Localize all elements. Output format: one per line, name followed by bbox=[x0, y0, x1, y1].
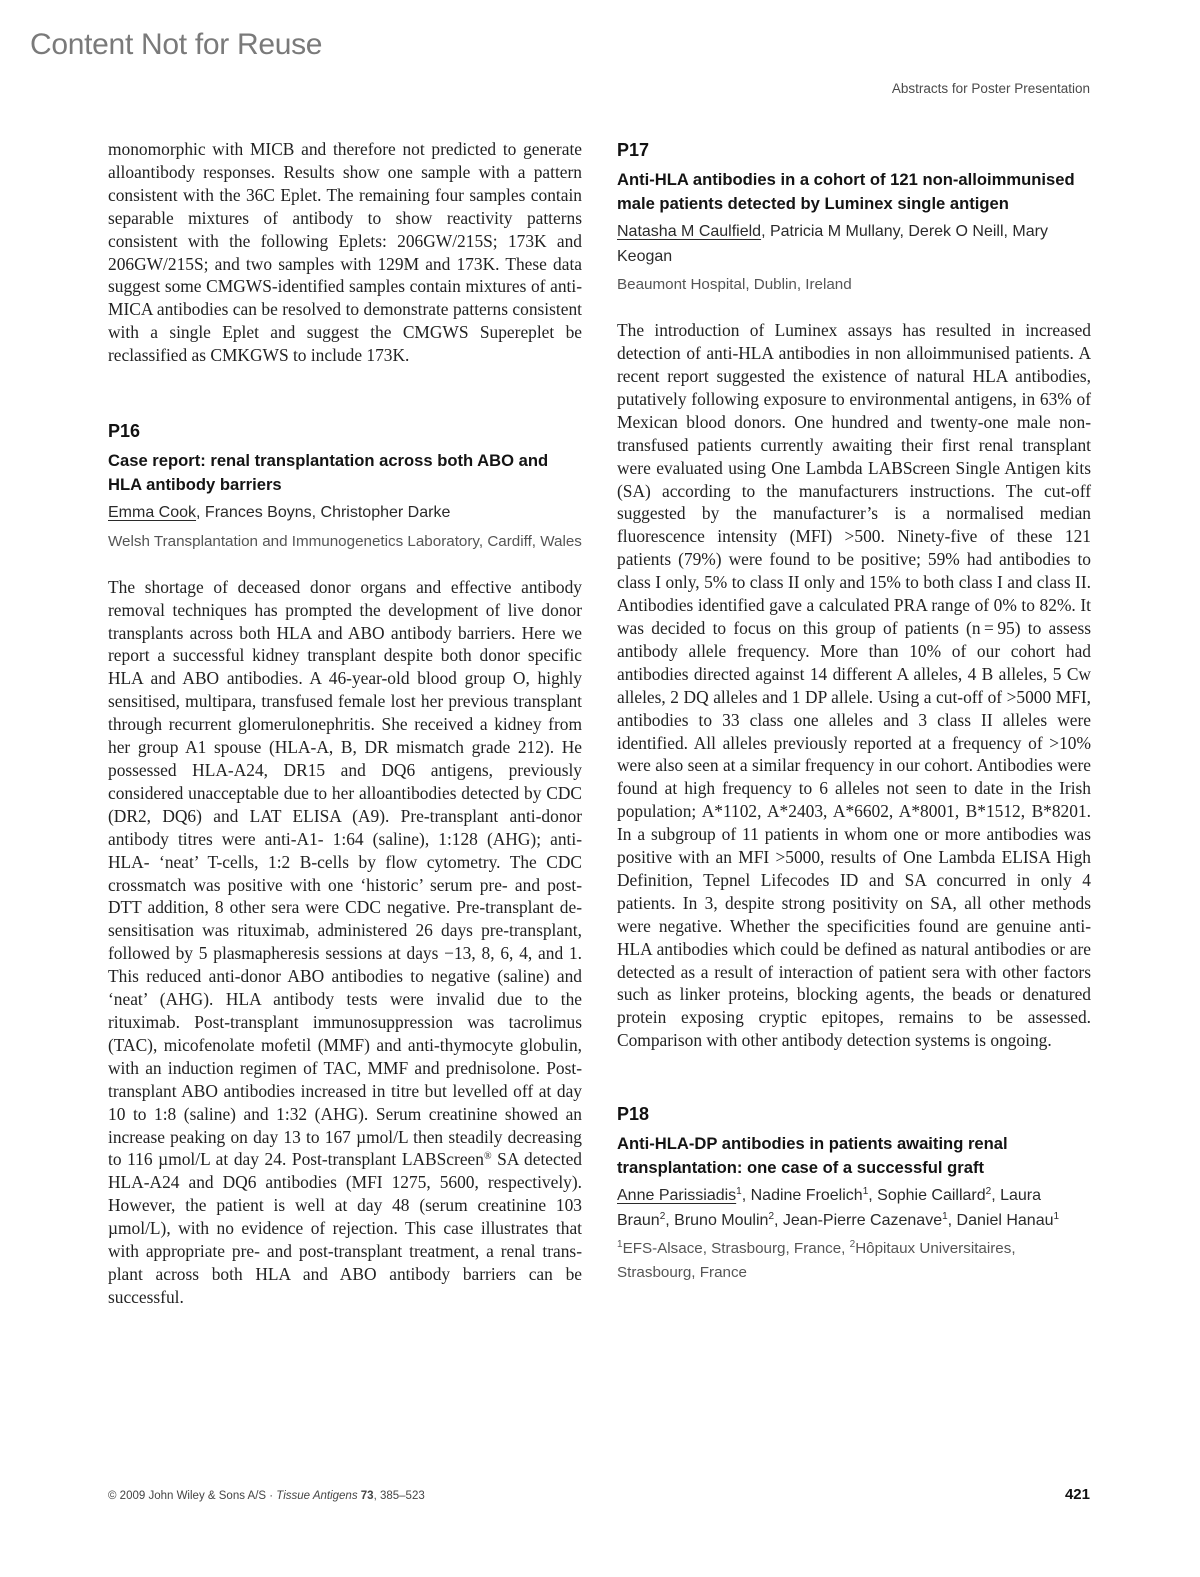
author: Jean-Pierre Cazenave bbox=[782, 1211, 943, 1229]
affil-sup: 2 bbox=[849, 1239, 856, 1251]
left-column bbox=[108, 138, 582, 1309]
author: Sophie Caillard bbox=[877, 1187, 986, 1205]
co-authors: , Frances Boyns, Christopher Darke bbox=[196, 504, 451, 522]
author-list: Anne Parissiadis$^1$, Nadine Froelich$^1$, Sophie Caillard$^2$, Laura Braun$^2$, Bruno Moulin$^2$, Jean-Pierre Cazenave$^1$, Daniel Hanau$^1$ bbox=[617, 1186, 1060, 1229]
affiliation: Beaumont Hospital, Dublin, Ireland bbox=[617, 276, 852, 294]
right-column bbox=[617, 138, 1091, 1307]
affil-text: Hôpitaux Universitaires, Strasbourg, France bbox=[617, 1240, 1016, 1282]
author-sup: 2 bbox=[985, 1186, 992, 1198]
author-sup: 2 bbox=[659, 1210, 666, 1222]
abstract-title: Anti-HLA antibodies in a cohort of 121 non-alloimmunised male patients detected by Luminex single antigen bbox=[617, 170, 1075, 213]
running-head: Abstracts for Poster Presentation bbox=[891, 81, 1090, 96]
abstract-title: Anti-HLA-DP antibodies in patients awaiting renal transplantation: one case of a successful graft bbox=[617, 1134, 1008, 1177]
author: Nadine Froelich bbox=[750, 1187, 863, 1205]
watermark: Content Not for Reuse bbox=[30, 28, 323, 61]
abstract-p18 bbox=[617, 1102, 1091, 1285]
author-sup: 1 bbox=[942, 1210, 948, 1222]
copyright: © 2009 John Wiley & Sons A/S · bbox=[108, 1490, 277, 1502]
author: Laura Braun bbox=[617, 1187, 1042, 1229]
author-sup: 1 bbox=[736, 1186, 742, 1198]
abstract-id: P17 bbox=[617, 140, 650, 160]
abstract-id: P18 bbox=[617, 1104, 650, 1125]
continuation-text: monomorphic with MICB and therefore not predicted to generate alloantibody responses. Results show one sample with a pattern consistent with the 36C Eplet. The remaining four samples contain separable mixtures of antibody to show reactivity patterns consistent with the following Eplets: 206GW/215S; 173K and 206GW/215S; and two samples with 129M and 173K. These data suggest some CMGWS-identified samples contain mixtures of anti-MICA antibodies can be resolved to demonstrate patterns consistent with a single Eplet and suggest the CMGWS Supereplet be reclassified as CMKGWS to include 173K. bbox=[108, 139, 582, 366]
presenting-author: Anne Parissiadis bbox=[617, 1187, 737, 1205]
abstract-body bbox=[108, 576, 582, 1309]
journal-name: Tissue Antigens bbox=[276, 1490, 358, 1502]
abstract-title: Case report: renal transplantation across both ABO and HLA antibody barriers bbox=[108, 451, 549, 494]
presenting-author: Emma Cook bbox=[108, 504, 197, 522]
author-sup: 1 bbox=[862, 1186, 869, 1198]
author-sup: 2 bbox=[768, 1210, 774, 1222]
body-part-1: The shortage of deceased donor organs and effective antibody removal techniques has prompted the development of live donor transplants across both HLA and ABO antibody barriers. Here we report a successful kidney transplant despite both donor specific HLA and ABO antibodies. A 46-year-old blood group O, highly sensitised, multipara, transfused female lost her previous transplant through recurrent glomerulonephritis. She received a kidney from her group A1 spouse (HLA-A, B, DR mismatch grade 212). He possessed HLA-A24, DR15 and DQ6 antigens, previously considered unacceptable due to her alloantibodies detected by CDC (DR2, DQ6) and LAT ELISA (A9). Pre-transplant anti-donor antibody titres were anti-A1- 1:64 (saline), 1:128 (AHG); anti-HLA- ‘neat’ T-cells, 1:2 B-cells by flow cytometry. The CDC crossmatch was positive with one ‘historic’ serum pre- and post-DTT addition, 8 other sera were CDC negative. Pre-transplant de-sensitisation was rituximab, administered 26 days pre-transplant, followed by 5 plasmapheresis sessions at days −13, 8, 6, 4, and 1. This reduced anti-donor ABO antibodies to negative (saline) and ‘neat’ (AHG). HLA antibody tests were invalid due to the rituximab. Post-transplant immunosuppression was tacrolimus (TAC), micofenolate mofetil (MMF) and anti-thymocyte globulin, with an induction regimen of TAC, MMF and prednisolone. Post-transplant ABO antibodies increased in titre but levelled off at day 10 to 1:8 (saline) and 1:32 (AHG). Serum creatinine showed an increase peaking on day 13 to 167 µmol/L then steadily decreasing to 116 µmol/L at day 24. Post-transplant LABScreen bbox=[108, 576, 582, 1170]
presenting-author: Natasha M Caulfield bbox=[617, 223, 762, 241]
affiliation: Welsh Transplantation and Immunogenetics Laboratory, Cardiff, Wales bbox=[108, 532, 582, 550]
author-list bbox=[108, 501, 582, 526]
registered-mark: ® bbox=[483, 1151, 492, 1163]
abstract-p17 bbox=[617, 138, 1091, 1052]
page-number: 421 bbox=[1064, 1486, 1090, 1503]
affil-sup: 1 bbox=[617, 1239, 623, 1251]
author: Daniel Hanau bbox=[956, 1211, 1054, 1229]
author-sup: 1 bbox=[1053, 1210, 1060, 1222]
page-range: , 385–523 bbox=[373, 1490, 425, 1502]
abstract-p16 bbox=[108, 419, 582, 1309]
volume: 73 bbox=[360, 1490, 374, 1502]
author: Bruno Moulin bbox=[674, 1211, 769, 1229]
body-part-2: SA detected HLA-A24 and DQ6 antibodies (MFI 1275, 5600, respectively). However, the patient is well at day 48 (serum creatinine 103 µmol/L), with no evidence of rejection. This case illustrates that with appropriate pre- and post-transplant treatment, a renal transplant across both HLA and ABO antibody barriers can be successful. bbox=[108, 1149, 582, 1307]
abstract-body: The introduction of Luminex assays has resulted in increased detection of anti-HLA antibodies in non alloimmunised patients. A recent report suggested the existence of natural HLA antibodies, putatively following exposure to environmental antigens, in 63% of Mexican blood donors. One hundred and twenty-one male non-transfused patients currently awaiting their first renal transplant were evaluated using One Lambda LABScreen Single Antigen kits (SA) according to the manufacturers instructions. The cut-off suggested by the manufacturer’s is a normalised median fluorescence intensity (MFI) >500. Ninety-five of these 121 patients (79%) were found to be positive; 59% had antibodies to class I only, 5% to class II only and 15% to both class I and class II. Antibodies identified gave a calculated PRA range of 0% to 82%. It was decided to focus on this group of patients (n = 95) to assess antibody allele frequency. More than 10% of our cohort had antibodies directed against 14 different A alleles, 4 B alleles, 5 Cw alleles, 2 DQ alleles and 1 DP allele. Using a cut-off of >5000 MFI, antibodies to 33 class one alleles and 3 class II alleles were identified. All alleles previously reported at a frequency of >10% were also seen at a similar frequency in our cohort. Antibodies were found at high frequency to 6 alleles not seen to date in the Irish population; A*1102, A*2403, A*6602, A*8001, B*1512, B*8201. In a subgroup of 11 patients in whom one or more antibodies was positive with an MFI >5000, results of One Lambda ELISA High Definition, Tepnel Lifecodes ID and SA concurred in only 4 patients. In 3, despite strong positivity on SA, all other methods were negative. Whether the specificities found are genuine anti-HLA antibodies which could be defined as natural antibodies or are detected as a result of interaction of patient sera with other factors such as linker proteins, blocking agents, the beads or denatured protein exposing cryptic epitopes, remains to be assessed. Comparison with other antibody detection systems is ongoing. bbox=[617, 320, 1091, 1051]
abstract-id: P16 bbox=[108, 421, 141, 442]
affiliation bbox=[617, 1237, 1091, 1285]
footer-citation bbox=[108, 1490, 425, 1502]
author-list bbox=[617, 220, 1091, 269]
affil-text: EFS-Alsace, Strasbourg, France, bbox=[622, 1240, 850, 1258]
co-authors: , Patricia M Mullany, Derek O Neill, Mary Keogan bbox=[617, 223, 1048, 265]
